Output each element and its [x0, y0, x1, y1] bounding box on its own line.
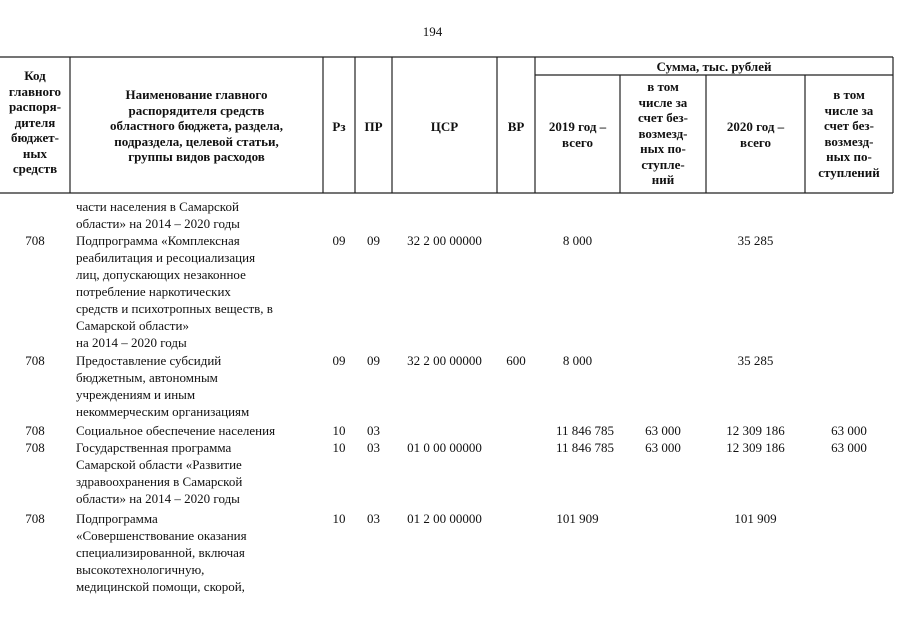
row-2019: 11 846 785: [555, 423, 615, 438]
header-sum: Сумма, тыс. рублей: [656, 59, 772, 74]
header-name: Наименование главного распорядителя средств областного бюджета, раздела, подраздела, целевой статьи, группы видов расходов: [110, 87, 283, 164]
row-name: Государственная программа Самарской области «Развитие здравоохранения в Самарской области» на 2014 – 2020 годы: [76, 440, 243, 506]
page-number: 194: [422, 24, 443, 39]
row-2019: 8 000: [562, 233, 593, 248]
row-2020: 35 285: [737, 233, 774, 248]
row-code: 708: [25, 440, 45, 455]
row-pr: 03: [367, 423, 380, 438]
header-vr: ВР: [507, 119, 525, 134]
row-name: Подпрограмма «Совершенствование оказания специализированной, включая высокотехнологичную, медицинской помощи, скорой,: [76, 511, 247, 594]
row-rz: 10: [332, 511, 346, 526]
row-2020-bv: 63 000: [831, 440, 867, 455]
header-2020-bv: в том числе за счет без- возмезд- ных по- ступлений: [818, 87, 880, 180]
header-pr: ПР: [364, 119, 383, 134]
row-csr: 32 2 00 00000: [407, 233, 482, 248]
row-name: Подпрограмма «Комплексная реабилитация и ресоциализация лиц, допускающих незаконное потребление наркотических средств и психотропных веществ, в Самарской области» на 2014 – 2020 годы: [76, 233, 273, 350]
header-2019: 2019 год – всего: [548, 119, 607, 150]
row-2019: 101 909: [556, 511, 599, 526]
row-2020: 12 309 186: [726, 440, 785, 455]
row-rz: 09: [332, 233, 346, 248]
row-rz: 09: [332, 353, 346, 368]
row-name: Предоставление субсидий бюджетным, автономным учреждениям и иным некоммерческим организациям: [76, 353, 250, 419]
row-name: части населения в Самарской области» на 2014 – 2020 годы: [76, 199, 240, 231]
row-code: 708: [25, 511, 45, 526]
row-code: 708: [25, 423, 45, 438]
row-csr: 01 2 00 00000: [407, 511, 482, 526]
row-2020: 35 285: [737, 353, 774, 368]
row-2019: 8 000: [562, 353, 593, 368]
row-name: Социальное обеспечение населения: [76, 423, 276, 438]
row-vr: 600: [506, 353, 526, 368]
header-code: Код главного распоря- дителя бюджет- ных средств: [8, 68, 62, 176]
row-rz: 10: [332, 423, 346, 438]
row-2019-bv: 63 000: [645, 423, 681, 438]
row-2019-bv: 63 000: [645, 440, 681, 455]
row-code: 708: [25, 233, 45, 248]
row-rz: 10: [332, 440, 346, 455]
header-2020: 2020 год – всего: [726, 119, 785, 150]
row-2020: 101 909: [734, 511, 777, 526]
row-2020-bv: 63 000: [831, 423, 867, 438]
row-pr: 03: [367, 511, 380, 526]
header-2019-bv: в том числе за счет без- возмезд- ных по- ступле- ний: [638, 79, 688, 187]
row-pr: 09: [367, 233, 380, 248]
row-2020: 12 309 186: [726, 423, 785, 438]
header-csr: ЦСР: [430, 119, 459, 134]
row-csr: 01 0 00 00000: [407, 440, 482, 455]
row-2019: 11 846 785: [555, 440, 615, 455]
row-code: 708: [25, 353, 45, 368]
row-pr: 03: [367, 440, 380, 455]
row-csr: 32 2 00 00000: [407, 353, 482, 368]
row-pr: 09: [367, 353, 380, 368]
header-rz: Рз: [332, 119, 346, 134]
